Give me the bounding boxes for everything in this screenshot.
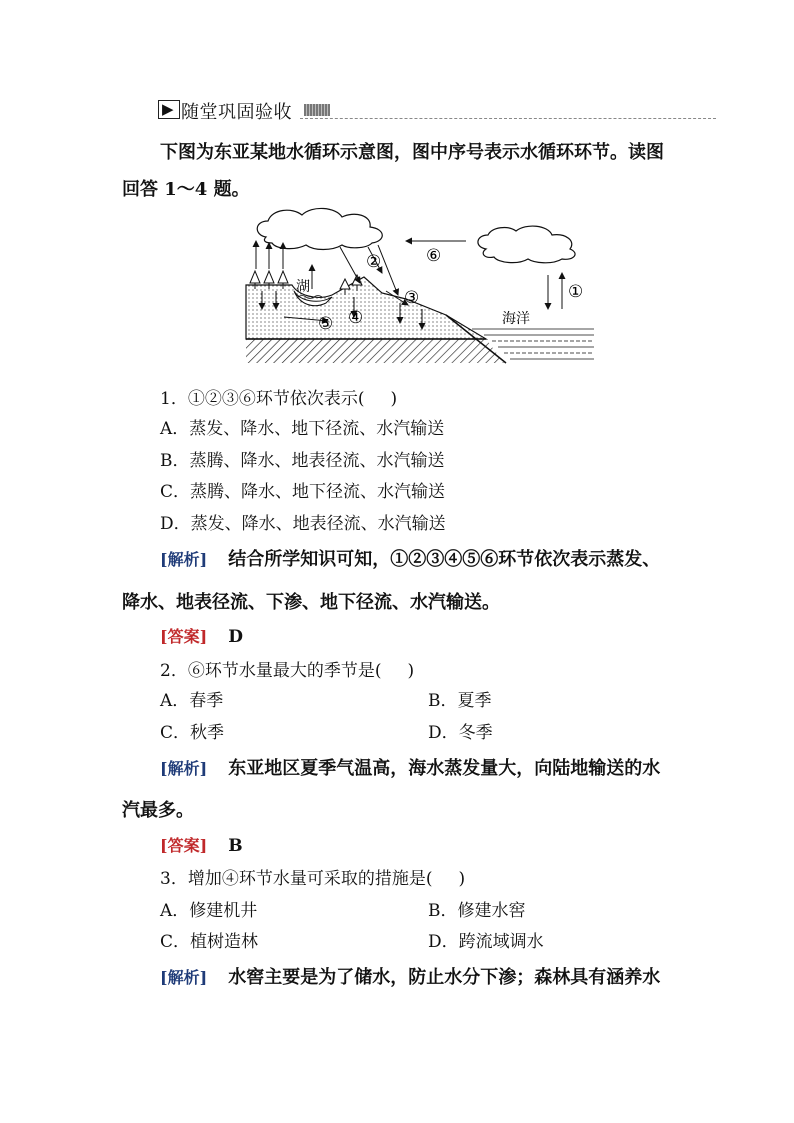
q3-analysis-line-1: [解析] 水窖主要是为了储水，防止水分下渗；森林具有涵养水 (160, 967, 661, 988)
question-1-stem: 1．①②③⑥环节依次表示( ) (160, 389, 398, 409)
q1-option-c: C．蒸腾、降水、地下径流、水汽输送 (160, 482, 446, 502)
play-arrow-icon: ▶ (162, 100, 174, 118)
ocean-cloud (478, 226, 575, 263)
q2-option-a: A．春季 (160, 691, 224, 711)
num-1: ① (568, 282, 584, 302)
intro-line-1: 下图为东亚某地水循环示意图，图中序号表示水循环环节。读图 (160, 142, 664, 163)
water-cycle-diagram (236, 205, 596, 370)
header-divider (300, 118, 716, 119)
q3-option-a: A．修建机井 (160, 901, 258, 921)
num-3: ③ (404, 288, 420, 308)
q2-answer: [答案] B (160, 836, 243, 856)
land-soil (246, 277, 486, 339)
q2-analysis-line-1: [解析] 东亚地区夏季气温高，海水蒸发量大，向陆地输送的水 (160, 758, 661, 779)
header-decor-bar (304, 104, 330, 116)
q1-analysis-line-2: 降水、地表径流、下渗、地下径流、水汽输送。 (122, 592, 500, 613)
q3-option-c: C．植树造林 (160, 932, 259, 952)
section-title: 随堂巩固验收 (181, 102, 292, 123)
q1-option-a: A．蒸发、降水、地下径流、水汽输送 (160, 419, 445, 439)
label-lake: 湖 (296, 279, 310, 295)
num-2: ② (366, 252, 382, 272)
label-ocean: 海洋 (502, 311, 530, 327)
question-3-stem: 3．增加④环节水量可采取的措施是( ) (160, 869, 466, 889)
q2-analysis-line-2: 汽最多。 (122, 800, 194, 821)
q3-option-d: D．跨流域调水 (428, 932, 544, 952)
q1-option-b: B．蒸腾、降水、地表径流、水汽输送 (160, 451, 445, 471)
num-5: ⑤ (318, 314, 334, 334)
q1-option-d: D．蒸发、降水、地表径流、水汽输送 (160, 514, 446, 534)
bedrock (246, 339, 504, 363)
land-cloud (257, 208, 382, 249)
q2-option-b: B．夏季 (428, 691, 492, 711)
question-2-stem: 2．⑥环节水量最大的季节是( ) (160, 661, 415, 681)
q2-option-d: D．冬季 (428, 723, 493, 743)
q2-option-c: C．秋季 (160, 723, 225, 743)
q1-analysis-line-1: [解析] 结合所学知识可知，①②③④⑤⑥环节依次表示蒸发、 (160, 549, 661, 570)
q1-answer: [答案] D (160, 627, 243, 647)
num-4: ④ (348, 308, 364, 328)
q3-option-b: B．修建水窖 (428, 901, 526, 921)
intro-line-2: 回答 1～4 题。 (122, 179, 250, 200)
num-6: ⑥ (426, 246, 442, 266)
